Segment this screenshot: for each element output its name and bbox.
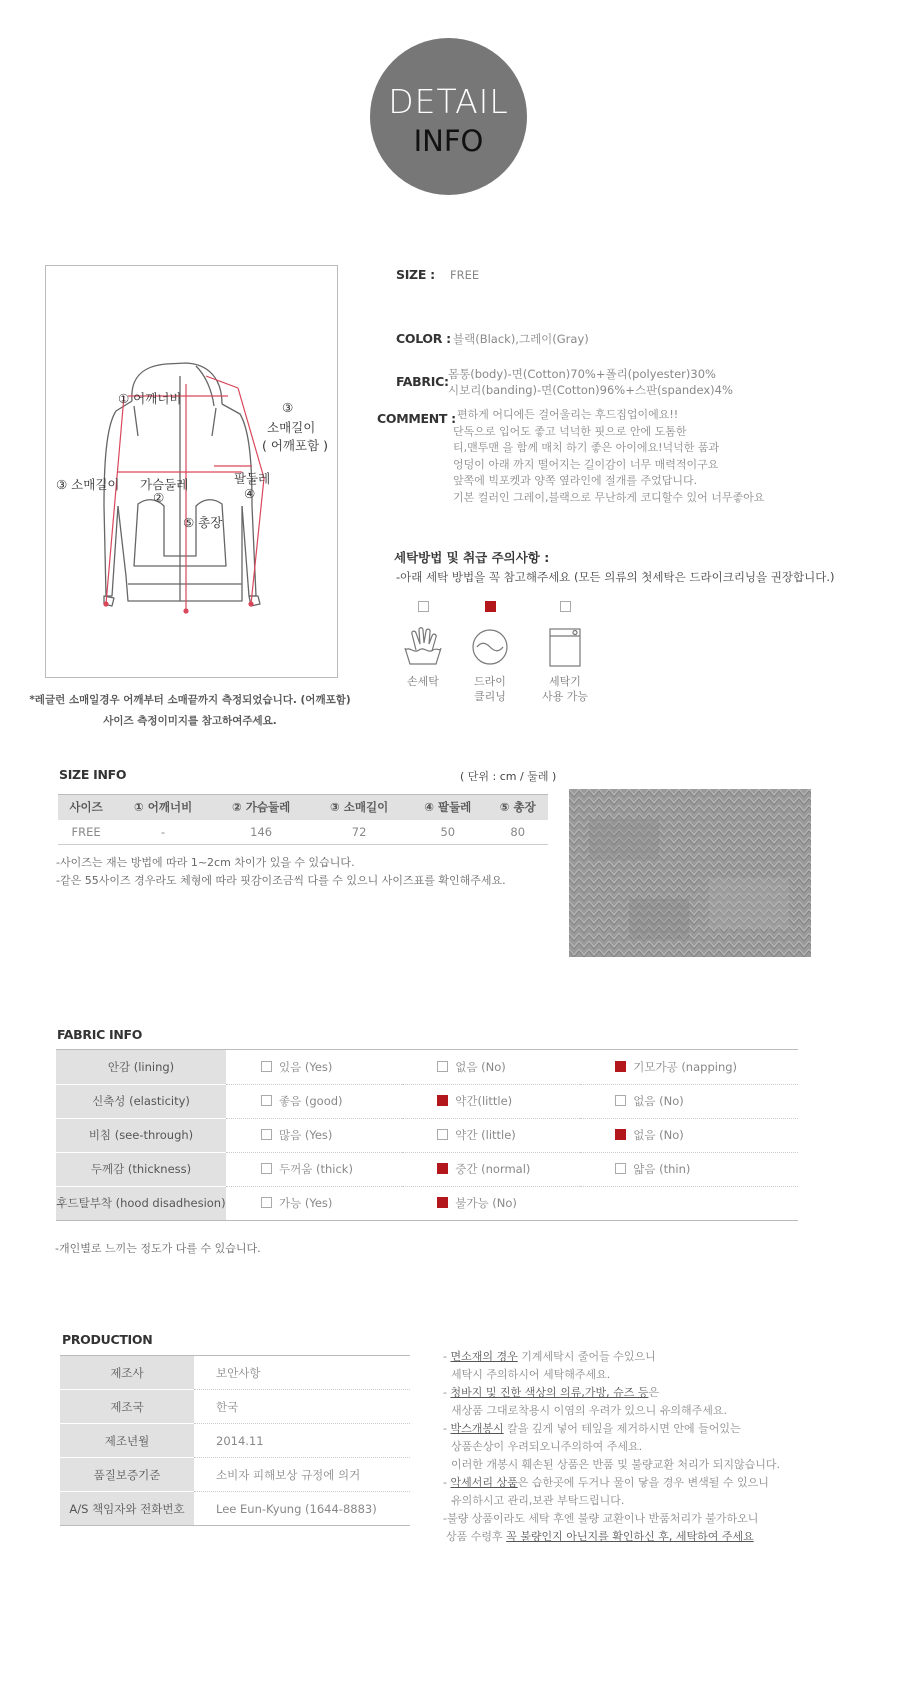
fabric-info-title: FABRIC INFO [57,1027,143,1042]
care-line: 유의하시고 관리,보관 부탁드립니다. [451,1494,625,1507]
wash-checkbox[interactable] [560,601,571,612]
size-cell: FREE [58,820,114,845]
fabric-option[interactable] [402,1186,580,1220]
care-line: 세탁시 주의하시어 세탁해주세요. [451,1368,611,1381]
badge-title-detail: DETAIL [388,82,509,121]
checkbox[interactable] [437,1163,448,1174]
wash-title: 세탁방법 및 취급 주의사항 : [394,550,550,565]
care-text: 상품 수령후 [446,1530,507,1543]
color-value: 블랙(Black),그레이(Gray) [453,332,589,346]
table-row [56,1084,798,1118]
care-text: - [443,1386,451,1399]
fabric-option-text: 기모가공 (napping) [633,1059,738,1074]
care-emphasis: 박스개봉시 [450,1422,504,1435]
fabric-option[interactable] [580,1050,798,1084]
table-row [60,1458,410,1492]
checkbox[interactable] [437,1129,448,1140]
dry-clean-icon [469,626,511,668]
size-col-header: ④ 팔둘레 [408,795,487,820]
label-length: ⑤ 총장 [183,515,223,530]
fabric-note: -개인별로 느끼는 정도가 다를 수 있습니다. [55,1242,261,1255]
fabric-option[interactable] [402,1152,580,1186]
size-col-header: ⑤ 총장 [487,795,548,820]
comment-line: 엉덩이 아래 까지 떨어지는 길이감이 너무 매력적이구요 [453,457,719,471]
label-arm: 팔둘레 [234,471,271,486]
fabric-label: FABRIC: [396,374,449,389]
comment-text [453,407,764,506]
fabric-option[interactable] [226,1152,402,1186]
production-value: 2014.11 [194,1424,410,1458]
care-text: 은 습한곳에 두거나 물이 닿을 경우 변색될 수 있으니 [517,1476,769,1489]
care-line [443,1348,780,1366]
size-notes [56,854,506,890]
checkbox[interactable] [437,1095,448,1106]
wash-label-2: 클리닝 [474,690,506,703]
size-cell: - [114,820,212,845]
size-col-header: ③ 소매길이 [310,795,408,820]
size-label: SIZE : [396,267,435,282]
checkbox[interactable] [615,1163,626,1174]
fabric-option-text: 없음 (No) [455,1059,506,1074]
checkbox[interactable] [261,1129,272,1140]
table-row [60,1356,410,1390]
fabric-option-empty [580,1186,798,1220]
size-cell: 80 [487,820,548,845]
comment-line: 편하게 어디에든 걸어울리는 후드집업이에요!! [457,408,679,421]
comment-line: 앞쪽에 빅포켓과 양쪽 옆라인에 절개를 주었답니다. [453,474,698,487]
fabric-option[interactable] [226,1186,402,1220]
size-col-header: ② 가슴둘레 [212,795,310,820]
fabric-option[interactable] [226,1118,402,1152]
care-text: 기계세탁시 줄어들 수있으니 [517,1350,656,1363]
size-table [58,794,548,845]
table-row [58,820,548,845]
production-value: 한국 [194,1390,410,1424]
fabric-value-line1: 몸통(body)-면(Cotton)70%+폴리(polyester)30% [448,367,716,381]
fabric-row-label: 후드탈부착 (hood disadhesion) [56,1186,226,1220]
table-row [60,1424,410,1458]
production-label: A/S 책임자와 전화번호 [60,1492,194,1526]
fabric-option-text: 약간 (little) [455,1128,516,1142]
fabric-option[interactable] [580,1152,798,1186]
production-value: 소비자 피해보상 규정에 의거 [194,1458,410,1492]
care-text: - [443,1422,451,1435]
label-shoulder-width: ① 어깨너비 [118,391,182,406]
diagram-note-line2: 사이즈 측정이미지를 참고하여주세요. [103,715,277,727]
production-title: PRODUCTION [62,1332,153,1347]
wash-label: 드라이 [474,675,506,688]
care-emphasis: 악세서리 상품 [450,1476,518,1489]
comment-line: 단독으로 입어도 좋고 넉넉한 핏으로 안에 도톰한 [453,424,687,438]
label-sleeve-right-paren: ( 어깨포함 ) [262,438,329,453]
fabric-swatch-image [569,789,811,957]
wash-label: 세탁기 [549,675,581,688]
care-line [443,1528,780,1546]
care-notes [443,1348,780,1546]
care-line: 이러한 개봉시 훼손된 상품은 반품 및 불량교환 처리가 되지않습니다. [451,1458,780,1471]
production-value: 보안사항 [194,1356,410,1390]
checkbox[interactable] [615,1095,626,1106]
fabric-row-label: 신축성 (elasticity) [56,1084,226,1118]
wash-item-machine [530,601,600,704]
care-line [443,1420,780,1438]
wash-label: 손세탁 [407,675,439,688]
size-info-title: SIZE INFO [59,767,127,782]
wash-label-2: 사용 가능 [541,690,588,703]
fabric-option[interactable] [402,1118,580,1152]
size-cell: 50 [408,820,487,845]
checkbox[interactable] [261,1197,272,1208]
production-label: 품질보증기준 [60,1458,194,1492]
wash-checkbox[interactable] [485,601,496,612]
production-label: 제조년월 [60,1424,194,1458]
wash-note: -아래 세탁 방법을 꼭 참고해주세요 (모든 의류의 첫세탁은 드라이크리닝을 권장합니다.) [396,570,835,584]
care-emphasis: 청바지 및 진한 색상의 의류,가방, 슈즈 등 [450,1386,649,1399]
care-emphasis: 면소재의 경우 [450,1350,518,1363]
label-chest-num: ② [153,490,165,505]
label-arm-num: ④ [244,486,256,501]
table-row [56,1050,798,1084]
checkbox[interactable] [261,1095,272,1106]
wash-item-hand [388,601,458,689]
table-row [60,1390,410,1424]
care-line: 새상품 그대로착용시 이염의 우려가 있으니 유의해주세요. [451,1404,728,1417]
fabric-option[interactable] [402,1050,580,1084]
fabric-option-text: 얇음 (thin) [633,1162,691,1176]
size-col-header: ① 어깨너비 [114,795,212,820]
size-table-header [58,795,548,820]
fabric-option-text: 없음 (No) [633,1128,684,1142]
checkbox[interactable] [261,1061,272,1072]
care-line: 상품손상이 우려되오니주의하여 주세요. [451,1440,643,1453]
detail-info-badge [370,38,527,195]
fabric-option-text: 불가능 (No) [455,1196,517,1210]
care-text: - [443,1476,451,1489]
label-sleeve-left: ③ 소매길이 [56,477,120,492]
comment-line: 기본 컬러인 그레이,블랙으로 무난하게 코디할수 있어 너무좋아요 [453,490,765,504]
care-line [443,1474,780,1492]
size-col-header: 사이즈 [58,795,114,820]
care-text: - [443,1350,451,1363]
fabric-table [56,1050,798,1221]
diagram-note-line1: *레글런 소매일경우 어깨부터 소매끝까지 측정되었습니다. (어깨포함) [29,694,351,706]
production-table [60,1355,410,1526]
table-row [60,1492,410,1526]
fabric-option-text: 없음 (No) [633,1094,684,1108]
production-value: Lee Eun-Kyung (1644-8883) [194,1492,410,1526]
fabric-option-text: 중간 (normal) [455,1162,531,1176]
fabric-row-label: 비침 (see-through) [56,1118,226,1152]
fabric-option[interactable] [226,1050,402,1084]
wash-checkbox[interactable] [418,601,429,612]
wash-item-dry [455,601,525,704]
fabric-option-text: 가능 (Yes) [279,1196,333,1210]
label-sleeve-right-num: ③ [282,400,294,415]
size-value: FREE [450,268,480,282]
size-note: -같은 55사이즈 경우라도 체형에 따라 핏감이조금씩 다를 수 있으니 사이즈표를 확인해주세요. [56,874,506,887]
care-text: 칼을 깊게 넣어 테잎을 제거하시면 안에 들어있는 [503,1422,741,1435]
label-sleeve-right: 소매길이 [267,420,316,435]
production-label: 제조사 [60,1356,194,1390]
fabric-option-text: 있음 (Yes) [279,1059,333,1074]
table-row [56,1152,798,1186]
checkbox[interactable] [437,1197,448,1208]
fabric-option-text: 많음 (Yes) [279,1128,333,1142]
production-label: 제조국 [60,1390,194,1424]
fabric-option-text: 두꺼움 (thick) [279,1162,353,1176]
fabric-row-label: 두께감 (thickness) [56,1152,226,1186]
checkbox[interactable] [437,1061,448,1072]
table-row [56,1186,798,1220]
hand-wash-icon [402,626,444,668]
size-cell: 146 [212,820,310,845]
size-note: -사이즈는 재는 방법에 따라 1~2cm 차이가 있을 수 있습니다. [56,856,355,869]
fabric-value-line2: 시보리(banding)-면(Cotton)96%+스판(spandex)4% [448,383,733,397]
checkbox[interactable] [615,1061,626,1072]
fabric-option[interactable] [580,1084,798,1118]
size-cell: 72 [310,820,408,845]
fabric-option[interactable] [580,1118,798,1152]
fabric-option[interactable] [402,1084,580,1118]
care-line: -불량 상품이라도 세탁 후엔 불량 교환이나 반품처리가 불가하오니 [443,1512,759,1525]
checkbox[interactable] [615,1129,626,1140]
care-emphasis: 꼭 불량인지 아닌지를 확인하신 후, 세탁하여 주세요 [506,1530,754,1543]
washing-machine-icon [544,626,586,668]
hoodie-size-diagram [45,265,338,678]
comment-label: COMMENT : [377,411,456,426]
comment-line: 티,맨투맨 을 함께 매치 하기 좋은 아이에요!넉넉한 품과 [453,441,720,454]
hoodie-sketch-icon [46,266,339,679]
size-unit: ( 단위 : cm / 둘레 ) [460,770,557,783]
care-line [443,1384,780,1402]
color-label: COLOR : [396,331,451,346]
fabric-option-text: 좋음 (good) [279,1094,343,1108]
fabric-row-label: 안감 (lining) [56,1050,226,1084]
table-row [56,1118,798,1152]
knit-texture [569,789,811,957]
fabric-option-text: 약간(little) [455,1094,513,1108]
label-chest: 가슴둘레 [140,477,189,492]
fabric-option[interactable] [226,1084,402,1118]
care-text: 은 [648,1386,660,1399]
badge-title-info: INFO [413,124,484,158]
checkbox[interactable] [261,1163,272,1174]
